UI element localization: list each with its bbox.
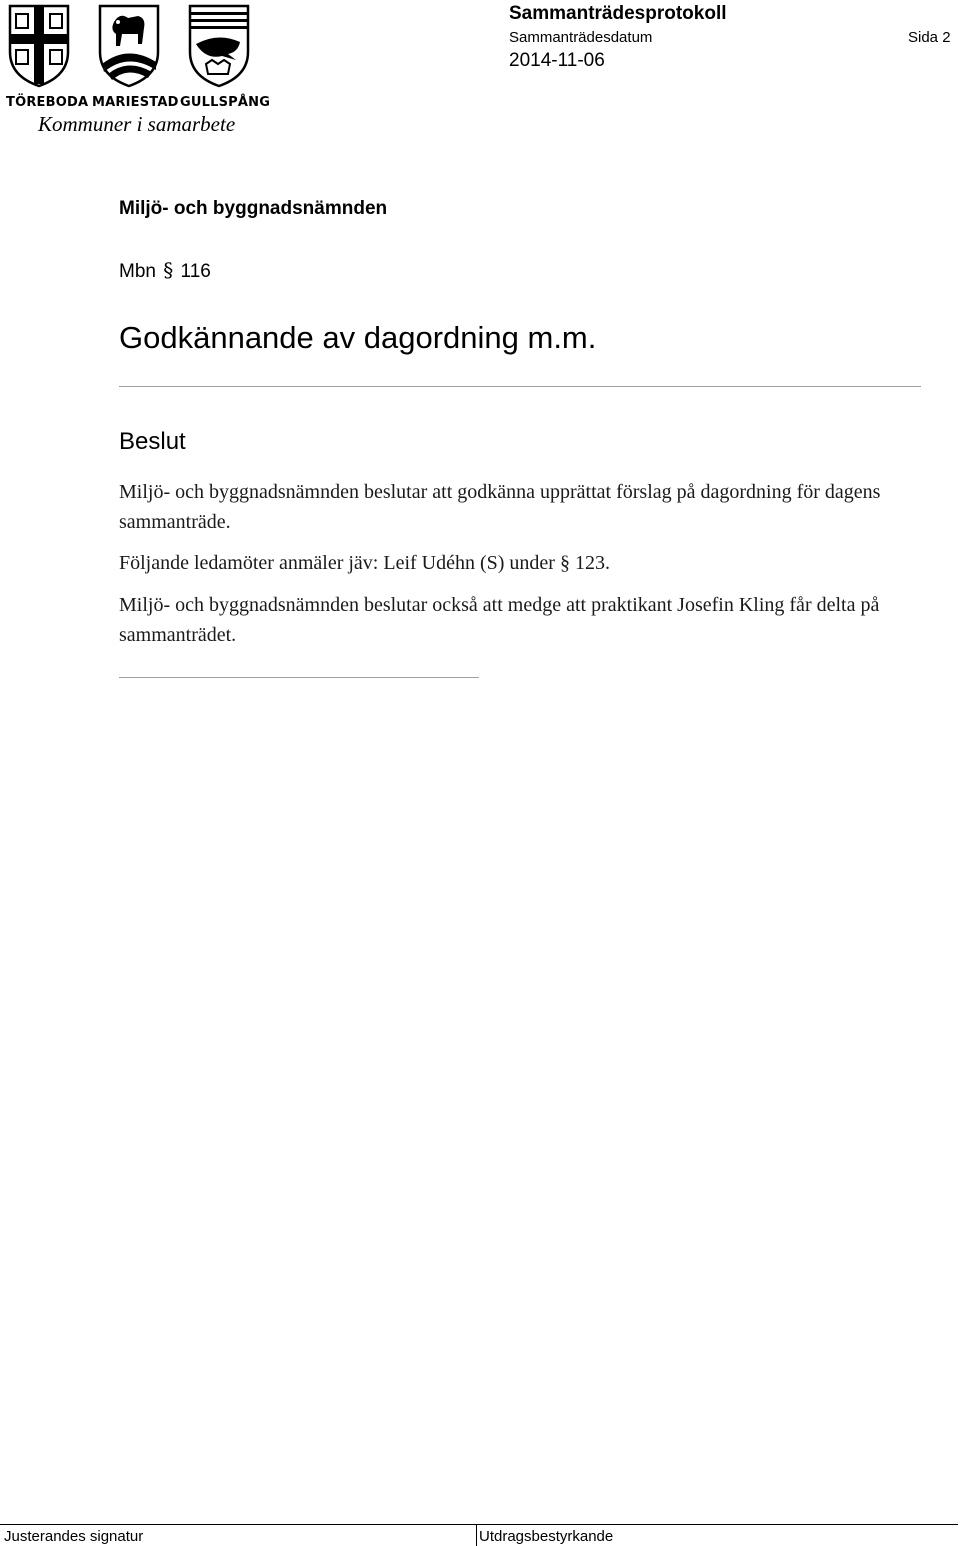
toreboda-coat-of-arms-icon xyxy=(8,4,70,88)
meeting-date: 2014-11-06 xyxy=(509,50,605,71)
meeting-date-label: Sammanträdesdatum xyxy=(509,29,653,46)
item-heading: Godkännande av dagordning m.m. xyxy=(119,320,597,355)
decision-paragraph-1: Miljö- och byggnadsnämnden beslutar att godkänna upprättat förslag på dagordning för dagens sammanträde. xyxy=(119,481,881,533)
gullspang-coat-of-arms-icon xyxy=(188,4,250,88)
decision-paragraph-2 xyxy=(119,548,949,578)
protocol-title: Sammanträdesprotokoll xyxy=(509,3,727,24)
municipality-logos xyxy=(6,4,271,136)
committee-name: Miljö- och byggnadsnämnden xyxy=(119,198,388,219)
toreboda-label: TÖREBODA xyxy=(6,95,89,110)
mariestad-coat-of-arms-icon xyxy=(98,4,160,88)
paragraph-number: 116 xyxy=(180,261,211,282)
paragraph-prefix: Mbn xyxy=(119,261,156,282)
decision-heading: Beslut xyxy=(119,428,186,455)
section-sign: § xyxy=(559,552,570,574)
section-number: 123. xyxy=(574,552,610,574)
signature-label: Justerandes signatur xyxy=(4,1528,144,1545)
end-divider xyxy=(119,677,479,678)
footer-column-divider xyxy=(476,1524,477,1546)
paragraph-reference xyxy=(119,258,211,283)
disqualification-text: Följande ledamöter anmäler jäv: Leif Udéhn (S) under xyxy=(119,552,555,574)
logo-tagline: Kommuner i samarbete xyxy=(38,112,236,136)
mariestad-label: MARIESTAD xyxy=(92,95,179,110)
section-sign: § xyxy=(163,258,174,282)
heading-divider xyxy=(119,386,921,387)
certification-label: Utdragsbestyrkande xyxy=(479,1528,614,1545)
decision-paragraph-3: Miljö- och byggnadsnämnden beslutar också att medge att praktikant Josefin Kling får delta på sammanträdet. xyxy=(119,594,880,646)
page-number: Sida 2 xyxy=(908,29,951,46)
footer-divider xyxy=(0,1524,958,1525)
gullspang-label: GULLSPÅNG xyxy=(180,95,271,110)
